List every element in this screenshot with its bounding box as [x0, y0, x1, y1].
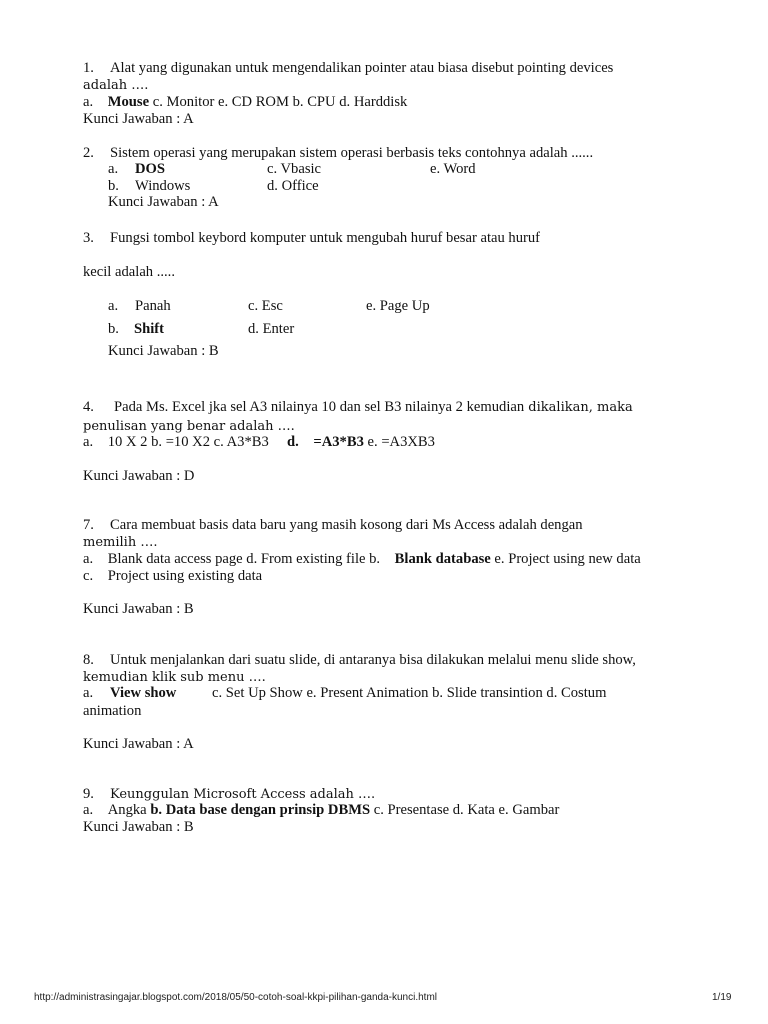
q1-number: 1.	[83, 60, 94, 76]
q9-answer-key: Kunci Jawaban : B	[83, 819, 194, 835]
q4-text-tail: dikalikan, maka	[524, 400, 633, 415]
q3-text-cont: kecil adalah .....	[83, 264, 175, 280]
q7-options-pre: Blank data access page d. From existing file b.	[107, 551, 381, 567]
q4-answer-key: Kunci Jawaban : D	[83, 468, 195, 484]
q2-number: 2.	[83, 145, 94, 161]
q7-option-b: Blank database	[394, 551, 491, 567]
q8-text: Untuk menjalankan dari suatu slide, di antaranya bisa dilakukan melalui menu slide show,	[110, 652, 636, 668]
q1-options-rest: c. Monitor e. CD ROM b. CPU d. Harddisk	[149, 94, 408, 110]
q2-option-a: DOS	[135, 161, 166, 177]
q4-number: 4.	[83, 399, 94, 415]
q8-text-cont: kemudian klik sub menu ….	[83, 670, 266, 685]
q7-option-c-label: c.	[83, 568, 94, 584]
q2-option-c: c. Vbasic	[267, 161, 322, 177]
q8-option-a-label: a.	[83, 685, 94, 701]
q2-option-e: e. Word	[430, 161, 476, 177]
q4-text	[114, 399, 633, 416]
q9-option-a: Angka	[107, 802, 147, 818]
footer-url: http://administrasingajar.blogspot.com/2018/05/50-cotoh-soal-kkpi-pilihan-ganda-kunci.html	[34, 992, 437, 1003]
q3-option-b: Shift	[134, 321, 165, 337]
footer-page-number: 1/19	[712, 992, 732, 1003]
q8-answer-key: Kunci Jawaban : A	[83, 736, 194, 752]
q9-option-a-label: a.	[83, 802, 94, 818]
q1-text: Alat yang digunakan untuk mengendalikan pointer atau biasa disebut pointing devices	[110, 60, 614, 76]
q4-text-cont: penulisan yang benar adalah ….	[83, 419, 295, 434]
q2-option-d: d. Office	[267, 178, 319, 194]
q7-option-c: Project using existing data	[107, 568, 263, 584]
q4-options-post: e. =A3XB3	[363, 434, 435, 450]
q3-answer-key: Kunci Jawaban : B	[108, 343, 219, 359]
q3-option-a: Panah	[135, 298, 171, 314]
q2-text: Sistem operasi yang merupakan sistem operasi berbasis teks contohnya adalah ......	[110, 145, 594, 161]
q9-options-post: c. Presentase d. Kata e. Gambar	[370, 802, 560, 818]
q1-option-a: Mouse	[107, 94, 150, 110]
q2-option-b-label: b.	[108, 178, 119, 194]
q8-option-a: View show	[110, 685, 177, 701]
q9-text: Keunggulan Microsoft Access adalah ….	[110, 787, 376, 802]
q2-option-a-label: a.	[108, 161, 119, 177]
q7-options-line1	[83, 551, 641, 568]
q9-options	[83, 802, 559, 819]
q9-number: 9.	[83, 786, 94, 802]
q4-option-d-label: d.	[287, 434, 299, 450]
q3-number: 3.	[83, 230, 94, 246]
q3-option-d: d. Enter	[248, 321, 295, 337]
q1-options	[83, 94, 407, 111]
q3-text: Fungsi tombol keybord komputer untuk mengubah huruf besar atau huruf	[110, 230, 541, 246]
q4-text-main: Pada Ms. Excel jka sel A3 nilainya 10 dan sel B3 nilainya 2 kemudian	[114, 399, 525, 415]
q4-option-a-label: a.	[83, 434, 94, 450]
q2-answer-key: Kunci Jawaban : A	[108, 194, 219, 210]
q1-option-a-label: a.	[83, 94, 94, 110]
q8-number: 8.	[83, 652, 94, 668]
q7-options-line2	[83, 568, 262, 585]
q3-option-b-label: b.	[108, 321, 119, 337]
q3-option-e: e. Page Up	[366, 298, 430, 314]
q8-options-wrap: animation	[83, 703, 142, 719]
q1-text-cont: adalah ….	[83, 78, 149, 93]
q7-options-post: e. Project using new data	[490, 551, 641, 567]
q1-answer-key: Kunci Jawaban : A	[83, 111, 194, 127]
q7-text-cont: memilih ….	[83, 535, 158, 550]
q7-text: Cara membuat basis data baru yang masih kosong dari Ms Access adalah dengan	[110, 517, 583, 533]
q7-answer-key: Kunci Jawaban : B	[83, 601, 194, 617]
q4-options-pre: 10 X 2 b. =10 X2 c. A3*B3	[107, 434, 269, 450]
q3-option-a-label: a.	[108, 298, 119, 314]
q7-number: 7.	[83, 517, 94, 533]
q3-option-c: c. Esc	[248, 298, 283, 314]
q4-options	[83, 434, 435, 451]
q2-option-b: Windows	[135, 178, 191, 194]
q9-option-b: b. Data base dengan prinsip DBMS	[150, 802, 371, 818]
q8-options-rest: c. Set Up Show e. Present Animation b. Slide transintion d. Costum	[212, 685, 607, 701]
q4-option-d: =A3*B3	[313, 434, 364, 450]
q7-option-a-label: a.	[83, 551, 94, 567]
